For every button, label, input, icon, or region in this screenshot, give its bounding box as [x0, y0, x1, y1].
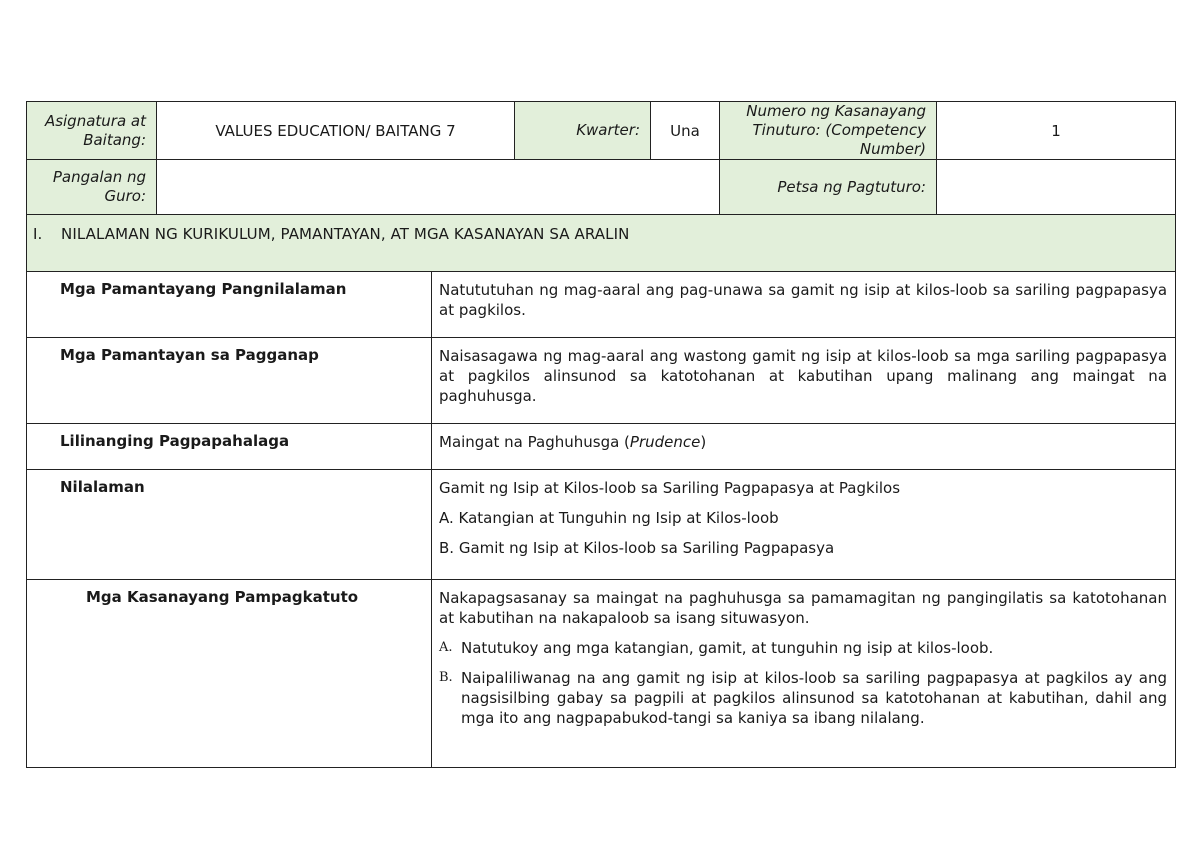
competency-item-b: [439, 668, 1167, 728]
values-text: [432, 423, 1176, 469]
header-row-2: [27, 160, 1176, 215]
competency-number-label: Numero ng Kasanayang Tinuturo: (Competency Number): [720, 102, 937, 160]
curriculum-table: [26, 214, 1176, 768]
header-row-1: [27, 102, 1176, 160]
competencies-intro: Nakapagsasanay sa maingat na paghuhusga sa pamamagitan ng pangingilatis sa katotohanan at kabutihan na nakapaloob sa isang situwasyon.: [439, 588, 1168, 627]
content-line-2: A. Katangian at Tunguhin ng Isip at Kilos-loob: [439, 508, 779, 527]
content-line-1: Gamit ng Isip at Kilos-loob sa Sariling Pagpapasya at Pagkilos: [439, 478, 901, 497]
teacher-value: [157, 160, 720, 215]
content-label: Nilalaman: [27, 469, 432, 579]
subject-value: VALUES EDUCATION/ BAITANG 7: [157, 102, 515, 160]
section-header-row: [27, 214, 1176, 271]
content-row: [27, 469, 1176, 579]
performance-standards-paragraph: Naisasagawa ng mag-aaral ang wastong gamit ng isip at kilos-loob sa mga sariling pagpapasya at pagkilos alinsunod sa katotohanan at kabutihan upang malinang ang maingat na paghuhusga.: [439, 346, 1168, 405]
competency-item-a-text: Natutukoy ang mga katangian, gamit, at tunguhin ng isip at kilos-loob.: [461, 638, 994, 657]
date-label: Petsa ng Pagtuturo:: [720, 160, 937, 215]
content-line-3: B. Gamit ng Isip at Kilos-loob sa Sariling Pagpapasya: [439, 538, 835, 557]
content-standards-text: [432, 271, 1176, 337]
competency-item-a: [439, 638, 1167, 658]
values-label: Lilinanging Pagpapahalaga: [27, 423, 432, 469]
lesson-plan-page: [26, 101, 1175, 768]
content-text: [432, 469, 1176, 579]
quarter-label: Kwarter:: [515, 102, 651, 160]
values-text-before: Maingat na Paghuhusga (: [439, 432, 630, 451]
competencies-text: [432, 579, 1176, 767]
values-row: [27, 423, 1176, 469]
content-standards-paragraph: Natututuhan ng mag-aaral ang pag-unawa sa gamit ng isip at kilos-loob sa sariling pagpapasya at pagkilos.: [439, 280, 1168, 319]
header-table: [26, 101, 1176, 215]
section-title: NILALAMAN NG KURIKULUM, PAMANTAYAN, AT MGA KASANAYAN SA ARALIN: [61, 224, 630, 243]
values-paragraph: [439, 432, 1167, 452]
values-text-italic: Prudence: [629, 432, 701, 451]
section-heading: [27, 214, 1176, 271]
competency-item-b-text: Naipaliliwanag na ang gamit ng isip at kilos-loob sa sariling pagpapasya at pagkilos ay ang nagsisilbing gabay sa pagpili at pagkilos alinsunod sa katotohanan at kabutihan, dahil ang mga ito ang nagpapabukod-tangi sa kaniya sa ibang nilalang.: [461, 668, 1168, 727]
subject-label: Asignatura at Baitang:: [27, 102, 157, 160]
performance-standards-label: Mga Pamantayan sa Pagganap: [27, 337, 432, 423]
quarter-value: Una: [651, 102, 720, 160]
performance-standards-row: [27, 337, 1176, 423]
values-text-after: ): [700, 432, 707, 451]
date-value: [937, 160, 1176, 215]
competencies-label: Mga Kasanayang Pampagkatuto: [27, 579, 432, 767]
content-standards-label: Mga Pamantayang Pangnilalaman: [27, 271, 432, 337]
teacher-label: Pangalan ng Guro:: [27, 160, 157, 215]
section-number: I.: [33, 224, 43, 243]
performance-standards-text: [432, 337, 1176, 423]
content-standards-row: [27, 271, 1176, 337]
competencies-row: [27, 579, 1176, 767]
competency-item-b-marker: B.: [439, 669, 453, 685]
competency-item-a-marker: A.: [439, 639, 453, 655]
competency-number-value: 1: [937, 102, 1176, 160]
